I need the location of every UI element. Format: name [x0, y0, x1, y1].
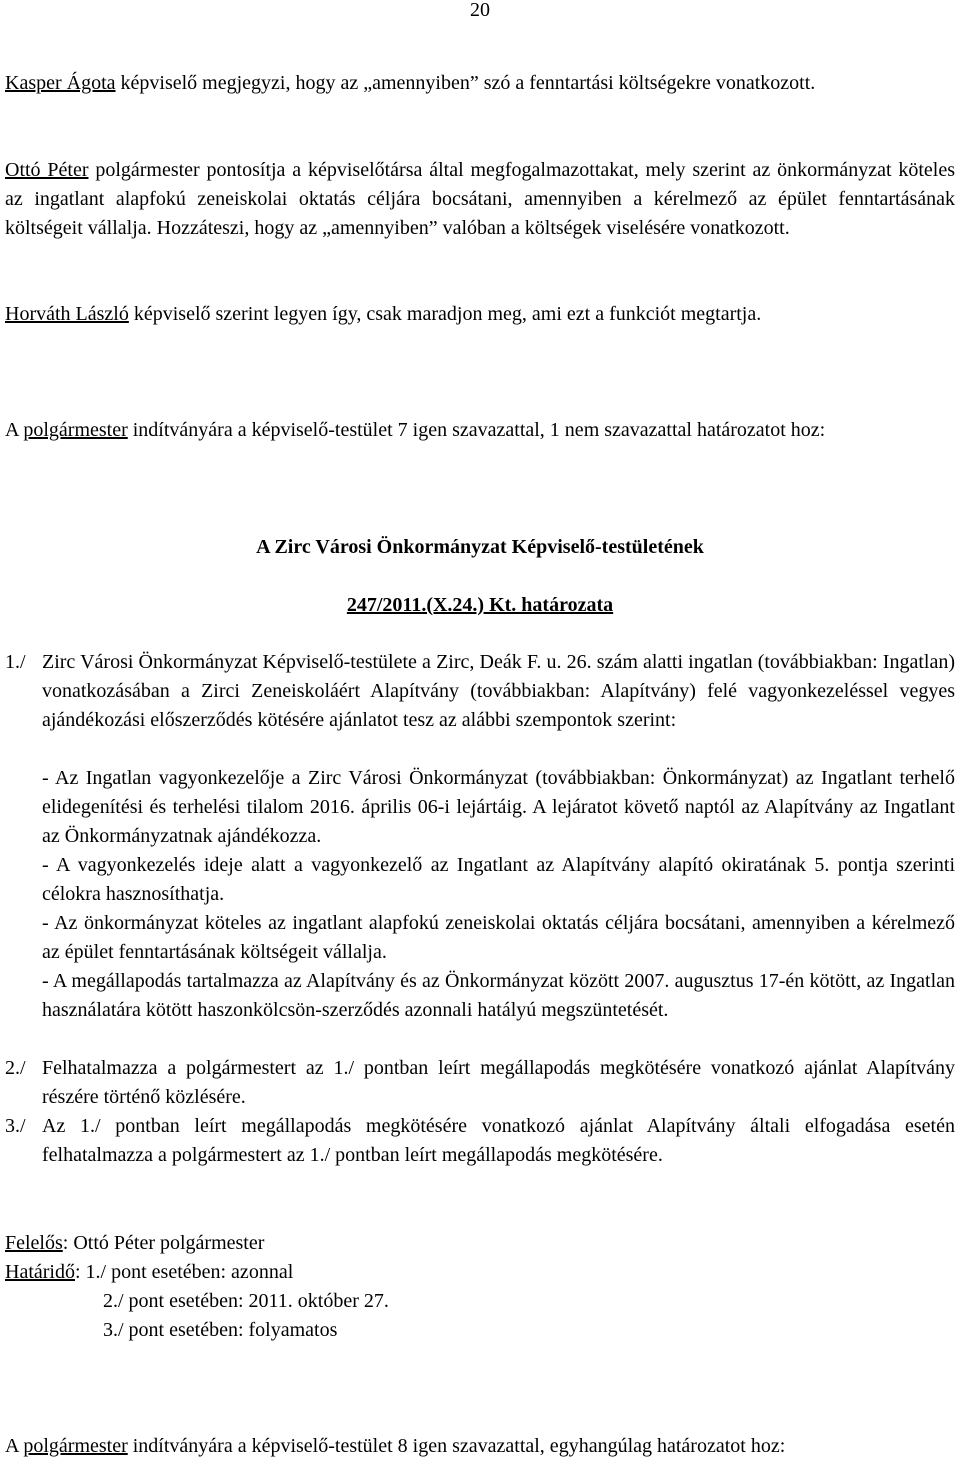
item-1-label: 1./: [5, 651, 26, 673]
item-2-text: Felhatalmazza a polgármestert az 1./ pontban leírt megállapodás megkötésére vonatkozó ajánlat Alapítvány részére történő közlésére.: [42, 1057, 955, 1108]
paragraph-kasper: [5, 69, 955, 98]
resolution-number: [0, 591, 960, 620]
paragraph-motion-2: [5, 1432, 955, 1461]
bullet-2: [42, 851, 955, 909]
item-3-text: Az 1./ pontban leírt megállapodás megkötésére vonatkozó ajánlat Alapítvány általi elfogadása esetén felhatalmazza a polgármestert az 1./ pontban leírt megállapodás megkötésére.: [42, 1115, 955, 1166]
responsible-label: Felelős: [5, 1232, 63, 1254]
paragraph-text: képviselő megjegyzi, hogy az „amennyiben” szó a fenntartási költségekre vonatkozott.: [115, 72, 816, 94]
speaker-name: Ottó Péter: [5, 159, 89, 181]
paragraph-otto: [5, 156, 955, 243]
item-2-label: 2./: [5, 1057, 26, 1079]
bullet-text: Az Ingatlan vagyonkezelője a Zirc Városi Önkormányzat (továbbiakban: Önkormányzat) az Ingatlant terhelő elidegenítési és terhelési tilalom 2016. április 06-i lejártáig. A lejáratot követő naptól az Alapítvány az Ingatlant az Önkormányzatnak ajándékozza.: [42, 767, 955, 847]
motion-prefix: A: [5, 419, 24, 441]
bullet-dash: -: [42, 970, 53, 992]
deadline-line-2: 2./ pont esetében: 2011. október 27.: [103, 1290, 389, 1312]
resolution-number-text: 247/2011.(X.24.) Kt. határozata: [346, 594, 614, 616]
bullet-text: A vagyonkezelés ideje alatt a vagyonkezelő az Ingatlant az Alapítvány alapító okiratának 5. pontja szerinti célokra hasznosíthatja.: [42, 854, 955, 905]
bullet-1: [42, 764, 955, 851]
paragraph-text: indítványára a képviselő-testület 8 igen szavazattal, egyhangúlag határozatot hoz:: [127, 1435, 786, 1457]
item-3-label: 3./: [5, 1115, 26, 1137]
bullet-text: A megállapodás tartalmazza az Alapítvány és az Önkormányzat között 2007. augusztus 17-én kötött, az Ingatlan használatára kötött haszonkölcsön-szerződés azonnali hatályú megszüntetését.: [42, 970, 955, 1021]
bullet-4: [42, 967, 955, 1025]
paragraph-text: indítványára a képviselő-testület 7 igen szavazattal, 1 nem szavazattal határozatot hoz:: [127, 419, 826, 441]
bullet-text: Az önkormányzat köteles az ingatlant alapfokú zeneiskolai oktatás céljára bocsátani, amennyiben a kérelmező az épület fenntartásának költségeit vállalja.: [42, 912, 956, 963]
motion-prefix: A: [5, 1435, 24, 1457]
paragraph-horvath: [5, 300, 955, 329]
deadline-label: Határidő: [5, 1261, 75, 1283]
bullet-dash: -: [42, 912, 55, 934]
page-number: 20: [470, 0, 490, 21]
bullet-3: [42, 909, 955, 967]
deadline-line-3: 3./ pont esetében: folyamatos: [103, 1319, 338, 1341]
deadline-text: : 1./ pont esetében: azonnal: [74, 1261, 294, 1283]
paragraph-text: képviselő szerint legyen így, csak maradjon meg, ami ezt a funkciót megtartja.: [128, 303, 762, 325]
motion-role: polgármester: [23, 1435, 128, 1457]
paragraph-motion: [5, 416, 955, 445]
item-1-text: Zirc Városi Önkormányzat Képviselő-testülete a Zirc, Deák F. u. 26. szám alatti ingatlan (továbbiakban: Ingatlan) vonatkozásában a Zirci Zeneiskoláért Alapítvány (továbbiakban: Alapítvány) felé vagyonkezeléssel vegyes ajándékozási előszerződés kötésére ajánlatot tesz az alábbi szempontok szerint:: [42, 651, 955, 731]
deadline-line-1: [5, 1258, 955, 1287]
bullet-dash: -: [42, 854, 56, 876]
paragraph-text: polgármester pontosítja a képviselőtársa által megfogalmazottakat, mely szerint az önkormányzat köteles az ingatlant alapfokú zeneiskolai oktatás céljára bocsátani, amennyiben a kérelmező az épület fenntartásának költségeit vállalja. Hozzáteszi, hogy az „amennyiben” valóban a költségek viselésére vonatkozott.: [5, 159, 955, 239]
resolution-title: A Zirc Városi Önkormányzat Képviselő-testületének: [256, 536, 704, 558]
bullet-dash: -: [42, 767, 55, 789]
responsible-line: [5, 1229, 955, 1258]
motion-role: polgármester: [23, 419, 128, 441]
speaker-name: Kasper Ágota: [5, 72, 116, 94]
responsible-text: : Ottó Péter polgármester: [62, 1232, 265, 1254]
speaker-name: Horváth László: [5, 303, 129, 325]
